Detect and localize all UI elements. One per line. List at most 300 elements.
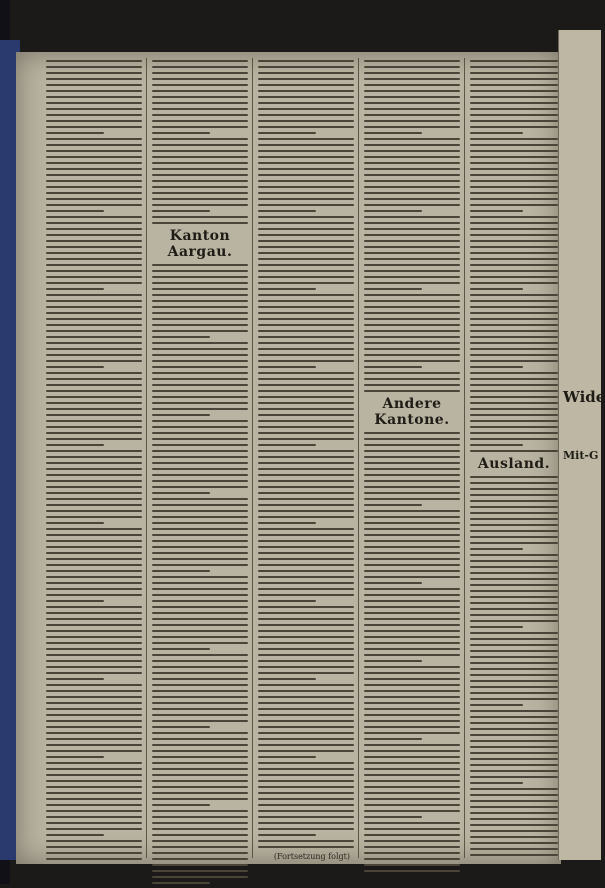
text-line — [470, 788, 558, 790]
text-line — [470, 306, 558, 308]
text-line — [364, 324, 460, 326]
text-line — [152, 630, 248, 632]
text-line — [258, 468, 354, 470]
text-line — [46, 756, 104, 758]
text-line — [470, 506, 558, 508]
text-line — [364, 294, 460, 296]
text-line — [46, 270, 142, 272]
text-line — [470, 240, 558, 242]
text-line — [258, 132, 316, 134]
text-line — [46, 198, 142, 200]
text-line — [152, 342, 248, 344]
text-line — [470, 482, 558, 484]
text-line — [470, 662, 558, 664]
text-line — [152, 120, 248, 122]
text-line — [470, 138, 558, 140]
text-line — [152, 816, 248, 818]
text-line — [364, 540, 460, 542]
text-line — [258, 564, 354, 566]
text-line — [46, 126, 142, 128]
text-line — [364, 246, 460, 248]
text-line — [258, 618, 354, 620]
text-line — [364, 582, 422, 584]
text-line — [258, 762, 354, 764]
text-line — [46, 222, 142, 224]
text-line — [46, 306, 142, 308]
text-line — [152, 738, 248, 740]
text-line — [152, 408, 248, 410]
text-line — [258, 162, 354, 164]
text-line — [258, 354, 354, 356]
text-line — [152, 438, 248, 440]
text-line — [46, 444, 104, 446]
text-line — [258, 108, 354, 110]
text-line — [258, 534, 354, 536]
text-line — [470, 494, 558, 496]
text-line — [46, 162, 142, 164]
text-line — [152, 168, 248, 170]
text-line — [364, 498, 460, 500]
text-line — [152, 402, 248, 404]
text-line — [470, 186, 558, 188]
text-line — [470, 132, 523, 134]
text-line — [364, 762, 460, 764]
text-line — [364, 828, 460, 830]
text-line — [152, 378, 248, 380]
text-line — [46, 486, 142, 488]
text-line — [470, 360, 558, 362]
text-line — [470, 288, 523, 290]
heading-ausland: Ausland. — [477, 456, 551, 472]
text-line — [152, 174, 248, 176]
text-line — [258, 342, 354, 344]
text-line — [364, 654, 460, 656]
text-line — [364, 624, 460, 626]
text-line — [470, 300, 558, 302]
text-line — [470, 812, 558, 814]
text-line — [258, 432, 354, 434]
text-line — [46, 186, 142, 188]
text-line — [46, 858, 142, 860]
text-line — [364, 198, 460, 200]
text-line — [258, 750, 354, 752]
text-line — [364, 450, 460, 452]
text-line — [152, 828, 248, 830]
text-line — [364, 858, 460, 860]
text-line — [46, 726, 142, 728]
text-line — [152, 372, 248, 374]
text-line — [470, 512, 558, 514]
text-line — [258, 810, 354, 812]
text-line — [364, 72, 460, 74]
text-line — [152, 390, 248, 392]
text-line — [470, 746, 558, 748]
text-line — [258, 84, 354, 86]
text-line — [364, 222, 460, 224]
text-line — [46, 684, 142, 686]
text-line — [258, 270, 354, 272]
text-line — [152, 648, 210, 650]
text-line — [258, 78, 354, 80]
text-line — [364, 732, 460, 734]
text-line — [470, 408, 558, 410]
text-line — [470, 228, 558, 230]
text-line — [258, 450, 354, 452]
text-line — [258, 630, 354, 632]
text-line — [364, 810, 460, 812]
text-line — [46, 150, 142, 152]
text-line — [152, 324, 248, 326]
text-line — [46, 180, 142, 182]
text-line — [46, 414, 142, 416]
text-line — [470, 96, 558, 98]
text-line — [364, 744, 460, 746]
text-line — [46, 240, 142, 242]
text-line — [152, 66, 248, 68]
text-line — [46, 516, 142, 518]
text-line — [364, 684, 460, 686]
text-line — [364, 636, 460, 638]
text-line — [258, 744, 354, 746]
text-line — [364, 258, 460, 260]
text-line — [152, 762, 248, 764]
text-line — [470, 488, 558, 490]
text-line — [364, 252, 460, 254]
text-line — [152, 690, 248, 692]
text-line — [152, 144, 248, 146]
text-line — [258, 498, 354, 500]
text-line — [152, 504, 248, 506]
text-line — [258, 666, 354, 668]
adjacent-page — [558, 30, 605, 860]
text-line — [258, 654, 354, 656]
text-line — [46, 762, 142, 764]
text-line — [258, 210, 316, 212]
text-line — [46, 582, 142, 584]
text-line — [470, 108, 558, 110]
text-line — [470, 764, 558, 766]
text-line — [258, 396, 354, 398]
text-line — [258, 828, 354, 830]
column-4 — [364, 56, 460, 876]
text-line — [152, 570, 210, 572]
text-line — [364, 864, 460, 866]
text-line — [152, 522, 248, 524]
text-line — [46, 432, 142, 434]
text-line — [364, 816, 422, 818]
text-line — [364, 60, 460, 62]
text-line — [152, 564, 248, 566]
text-line — [258, 390, 354, 392]
text-line — [152, 366, 248, 368]
text-line — [152, 312, 248, 314]
text-line — [364, 570, 460, 572]
text-line — [470, 222, 558, 224]
text-line — [152, 450, 248, 452]
text-line — [46, 282, 142, 284]
text-line — [46, 648, 142, 650]
text-line — [46, 666, 142, 668]
text-line — [152, 456, 248, 458]
text-line — [46, 612, 142, 614]
text-line — [46, 642, 142, 644]
text-line — [470, 144, 558, 146]
text-line — [470, 174, 558, 176]
text-line — [470, 120, 558, 122]
text-line — [258, 474, 354, 476]
text-line — [470, 312, 558, 314]
text-line — [46, 540, 142, 542]
text-line — [364, 210, 422, 212]
text-line — [46, 390, 142, 392]
text-line — [258, 846, 354, 848]
text-line — [470, 848, 558, 850]
text-line — [152, 204, 248, 206]
text-line — [470, 680, 558, 682]
text-line — [46, 534, 142, 536]
text-line — [152, 576, 248, 578]
text-line — [46, 834, 104, 836]
text-line — [46, 492, 142, 494]
text-line — [152, 756, 248, 758]
text-line — [364, 474, 460, 476]
text-line — [46, 384, 142, 386]
text-line — [364, 480, 460, 482]
text-line — [470, 294, 558, 296]
text-line — [258, 528, 354, 530]
column-divider — [146, 58, 147, 858]
text-line — [258, 438, 354, 440]
text-line — [46, 354, 142, 356]
text-line — [470, 668, 558, 670]
text-line — [258, 306, 354, 308]
text-line — [470, 150, 558, 152]
text-line — [46, 744, 142, 746]
text-line — [470, 626, 523, 628]
text-line — [470, 692, 558, 694]
text-line — [364, 228, 460, 230]
text-line — [152, 318, 248, 320]
text-line — [470, 414, 558, 416]
text-line — [470, 60, 558, 62]
text-line — [364, 660, 422, 662]
text-line — [470, 500, 558, 502]
text-line — [258, 606, 354, 608]
text-line — [258, 282, 354, 284]
text-line — [152, 882, 210, 884]
text-line — [364, 384, 460, 386]
text-line — [152, 198, 248, 200]
text-line — [364, 204, 460, 206]
text-line — [46, 96, 142, 98]
text-line — [46, 120, 142, 122]
text-line — [46, 84, 142, 86]
text-line — [258, 510, 354, 512]
text-line — [258, 150, 354, 152]
text-line — [46, 852, 142, 854]
text-line — [364, 630, 460, 632]
text-line — [364, 528, 460, 530]
text-line — [470, 402, 558, 404]
text-line — [152, 852, 248, 854]
text-line — [152, 474, 248, 476]
text-line — [258, 678, 316, 680]
text-line — [364, 846, 460, 848]
text-line — [46, 780, 142, 782]
text-line — [364, 486, 460, 488]
text-line — [470, 192, 558, 194]
text-line — [258, 738, 354, 740]
text-line — [46, 750, 142, 752]
text-line — [46, 468, 142, 470]
text-line — [152, 642, 248, 644]
text-line — [364, 792, 460, 794]
text-line — [258, 786, 354, 788]
text-line — [258, 318, 354, 320]
text-line — [152, 492, 210, 494]
text-line — [470, 608, 558, 610]
text-line — [364, 264, 460, 266]
text-line — [364, 738, 422, 740]
text-line — [152, 462, 248, 464]
text-line — [364, 720, 460, 722]
text-line — [364, 870, 460, 872]
text-line — [46, 312, 142, 314]
text-line — [258, 840, 354, 842]
text-line — [152, 90, 248, 92]
text-line — [46, 228, 142, 230]
column-1 — [46, 56, 142, 864]
text-line — [470, 632, 558, 634]
text-line — [258, 90, 354, 92]
text-line — [470, 548, 523, 550]
text-line — [258, 312, 354, 314]
text-line — [258, 798, 354, 800]
text-line — [46, 78, 142, 80]
text-line — [258, 336, 354, 338]
text-line — [46, 792, 142, 794]
text-line — [46, 822, 142, 824]
text-line — [46, 138, 142, 140]
text-line — [152, 360, 248, 362]
text-line — [152, 486, 248, 488]
text-line — [470, 336, 558, 338]
text-line — [364, 378, 460, 380]
text-line — [152, 480, 248, 482]
text-line — [364, 126, 460, 128]
text-line — [470, 614, 558, 616]
text-line — [258, 822, 354, 824]
text-line — [470, 372, 558, 374]
text-line — [152, 276, 248, 278]
text-line — [152, 582, 248, 584]
text-line — [46, 714, 142, 716]
text-line — [258, 570, 354, 572]
text-line — [258, 612, 354, 614]
text-line — [152, 162, 248, 164]
text-line — [152, 468, 248, 470]
text-line — [152, 330, 248, 332]
text-line — [470, 66, 558, 68]
text-line — [364, 606, 460, 608]
text-line — [46, 102, 142, 104]
text-line — [364, 432, 460, 434]
text-line — [470, 530, 558, 532]
text-line — [364, 648, 460, 650]
text-line — [364, 372, 460, 374]
text-line — [364, 672, 460, 674]
text-line — [258, 72, 354, 74]
text-line — [470, 590, 558, 592]
text-line — [470, 518, 558, 520]
text-line — [152, 384, 248, 386]
column-divider — [464, 58, 465, 858]
text-line — [364, 162, 460, 164]
text-line — [470, 698, 558, 700]
text-line — [152, 270, 248, 272]
text-line — [46, 654, 142, 656]
text-line — [258, 168, 354, 170]
text-line — [258, 684, 354, 686]
text-line — [46, 504, 142, 506]
text-line — [152, 714, 248, 716]
text-line — [152, 612, 248, 614]
text-line — [470, 162, 558, 164]
text-line — [364, 852, 460, 854]
text-line — [364, 780, 460, 782]
text-line — [364, 594, 460, 596]
text-line — [46, 594, 142, 596]
text-line — [470, 716, 558, 718]
text-line — [46, 630, 142, 632]
text-line — [46, 450, 142, 452]
text-line — [152, 744, 248, 746]
text-line — [46, 396, 142, 398]
text-line — [258, 672, 354, 674]
text-line — [152, 156, 248, 158]
text-line — [152, 600, 248, 602]
text-line — [258, 408, 354, 410]
text-line — [46, 258, 142, 260]
text-line — [258, 252, 354, 254]
text-line — [152, 792, 248, 794]
text-line — [46, 192, 142, 194]
text-line — [258, 216, 354, 218]
text-line — [470, 384, 558, 386]
text-line — [46, 438, 142, 440]
text-line — [46, 564, 142, 566]
text-line — [46, 708, 142, 710]
text-line — [152, 78, 248, 80]
text-line — [470, 396, 558, 398]
text-line — [364, 186, 460, 188]
adjacent-page-subhead: Mit-G — [563, 449, 599, 462]
text-line — [152, 138, 248, 140]
text-line — [46, 378, 142, 380]
text-line — [152, 876, 248, 878]
text-line — [470, 324, 558, 326]
text-line — [258, 114, 354, 116]
text-line — [258, 642, 354, 644]
text-line — [46, 570, 142, 572]
text-line — [364, 306, 460, 308]
text-line — [46, 420, 142, 422]
newspaper-page — [16, 52, 561, 864]
text-line — [46, 558, 142, 560]
text-line — [364, 558, 460, 560]
text-line — [258, 234, 354, 236]
text-line — [470, 524, 558, 526]
